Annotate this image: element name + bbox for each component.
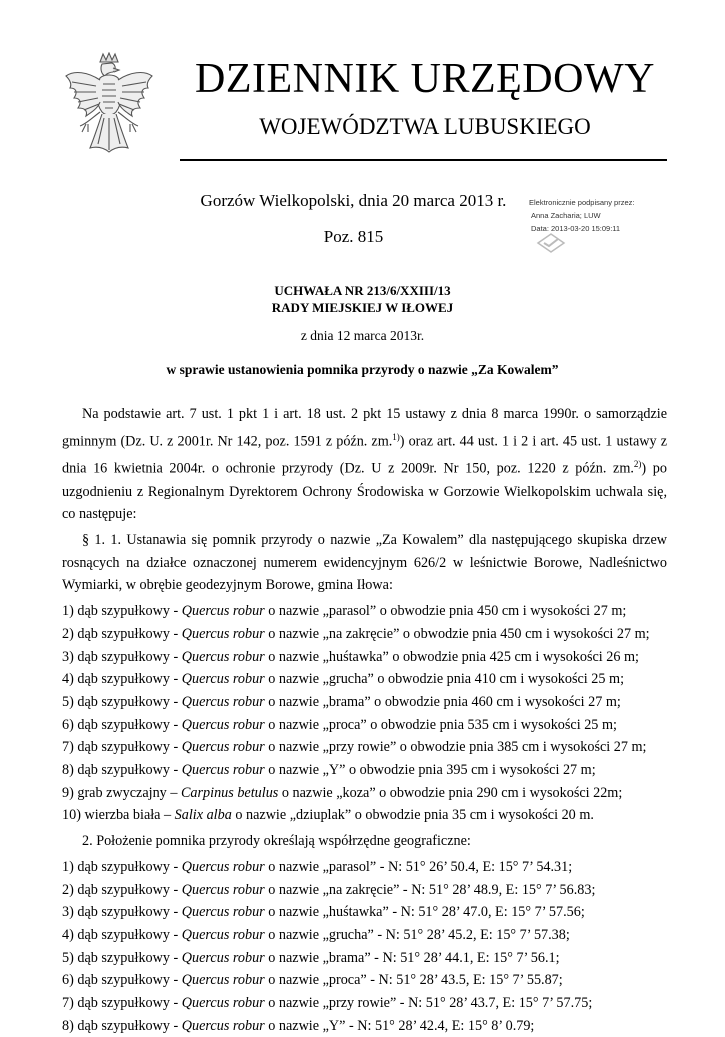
coordinate-item-latin-name: Quercus robur	[181, 926, 269, 943]
tree-item-latin-name: Quercus robur	[181, 739, 269, 756]
coordinate-item	[62, 1015, 667, 1037]
coordinate-item-latin-name: Quercus robur	[181, 904, 269, 921]
resolution-date: z dnia 12 marca 2013r.	[300, 328, 425, 343]
tree-item-details: o nazwie „koza” o obwodzie pnia 290 cm i wysokości 22m;	[281, 784, 623, 801]
coordinate-item-details: o nazwie „Y” - N: 51° 28’ 42.4, E: 15° 8’ 0.79;	[268, 1017, 535, 1034]
eagle-emblem-icon	[62, 52, 156, 170]
resolution-subject: w sprawie ustanowienia pomnika przyrody o nazwie „Za Kowalem”	[166, 362, 559, 377]
tree-list	[62, 600, 667, 827]
place-date: Gorzów Wielkopolski, dnia 20 marca 2013 r.	[200, 191, 507, 210]
coordinate-item-latin-name: Quercus robur	[181, 1017, 269, 1034]
coordinate-item-label: 4) dąb szypułkowy -	[62, 926, 182, 943]
tree-item-details: o nazwie „dziuplak” o obwodzie pnia 35 cm i wysokości 20 m.	[235, 807, 594, 824]
preamble-part-1: Na podstawie art. 7 ust. 1 pkt 1 i art. 18 ust. 2 pkt 15 ustawy z dnia 8 marca 1990r. o samorządzie gminnym (Dz. U. z 2001r. Nr 142, poz. 1591 z późn. zm.	[62, 406, 667, 450]
coordinate-item-latin-name: Quercus robur	[181, 881, 269, 898]
coordinate-item-latin-name: Quercus robur	[181, 995, 269, 1012]
tree-item	[62, 804, 667, 827]
tree-item-latin-name: Salix alba	[174, 807, 236, 824]
tree-item	[62, 623, 667, 646]
signature-check-icon	[536, 232, 566, 254]
coordinate-item	[62, 901, 667, 924]
coordinate-item-label: 5) dąb szypułkowy -	[62, 949, 182, 966]
footnote-ref-2: 2)	[633, 459, 642, 470]
coordinate-item-details: o nazwie „parasol” - N: 51° 26’ 50.4, E: 15° 7’ 54.31;	[268, 858, 573, 875]
electronic-signature	[529, 196, 709, 235]
resolution-title-line-1: UCHWAŁA NR 213/6/XXIII/13	[274, 283, 451, 298]
coordinate-item-details: o nazwie „na zakręcie” - N: 51° 28’ 48.9, E: 15° 7’ 56.83;	[268, 881, 596, 898]
tree-item-details: o nazwie „proca” o obwodzie pnia 535 cm i wysokości 25 m;	[268, 716, 617, 733]
coordinate-item	[62, 879, 667, 902]
tree-item-details: o nazwie „brama” o obwodzie pnia 460 cm i wysokości 27 m;	[268, 693, 621, 710]
coordinate-item-latin-name: Quercus robur	[181, 949, 269, 966]
coordinate-item	[62, 856, 667, 879]
coordinate-item-details: o nazwie „huśtawka” - N: 51° 28’ 47.0, E: 15° 7’ 57.56;	[268, 904, 585, 921]
signature-line-3: Data: 2013-03-20 15:09:11	[531, 224, 621, 233]
tree-item-details: o nazwie „Y” o obwodzie pnia 395 cm i wysokości 27 m;	[268, 762, 596, 779]
tree-item-label: 8) dąb szypułkowy -	[62, 762, 182, 779]
header-divider	[180, 159, 667, 161]
coordinate-item-label: 8) dąb szypułkowy -	[62, 1017, 182, 1034]
preamble	[62, 403, 667, 526]
preamble-part-3: ) po uzgodnieniu z Regionalnym Dyrektorem Ochrony Środowiska w Gorzowie Wielkopolskim uchwala się, co następuje:	[62, 460, 667, 523]
position-number: Poz. 815	[323, 227, 384, 246]
tree-item-label: 7) dąb szypułkowy -	[62, 739, 182, 756]
resolution-title	[0, 282, 725, 316]
coordinate-item-label: 1) dąb szypułkowy -	[62, 858, 182, 875]
coordinate-item-label: 2) dąb szypułkowy -	[62, 881, 182, 898]
tree-item-label: 10) wierzba biała –	[62, 807, 175, 824]
tree-item-details: o nazwie „przy rowie” o obwodzie pnia 385 cm i wysokości 27 m;	[268, 739, 647, 756]
coordinate-item-details: o nazwie „grucha” - N: 51° 28’ 45.2, E: 15° 7’ 57.38;	[268, 926, 570, 943]
tree-item-label: 5) dąb szypułkowy -	[62, 693, 182, 710]
coordinate-item-latin-name: Quercus robur	[181, 972, 269, 989]
tree-item-latin-name: Quercus robur	[181, 648, 269, 665]
tree-item-latin-name: Quercus robur	[181, 671, 269, 688]
tree-item	[62, 714, 667, 737]
tree-item-label: 6) dąb szypułkowy -	[62, 716, 182, 733]
footnote-ref-1: 1)	[392, 431, 400, 442]
journal-title: DZIENNIK URZĘDOWY	[195, 56, 655, 102]
tree-item	[62, 600, 667, 623]
coordinate-list	[62, 856, 667, 1037]
tree-item-latin-name: Quercus robur	[181, 762, 269, 779]
resolution-body	[62, 403, 667, 1037]
coordinate-item-details: o nazwie „proca” - N: 51° 28’ 43.5, E: 15° 7’ 55.87;	[268, 972, 563, 989]
tree-item-details: o nazwie „na zakręcie” o obwodzie pnia 450 cm i wysokości 27 m;	[268, 625, 650, 642]
tree-item-label: 4) dąb szypułkowy -	[62, 671, 182, 688]
coordinate-item-details: o nazwie „przy rowie” - N: 51° 28’ 43.7, E: 15° 7’ 57.75;	[268, 995, 593, 1012]
coordinate-item	[62, 924, 667, 947]
tree-item	[62, 736, 667, 759]
section-2: 2. Położenie pomnika przyrody określają współrzędne geograficzne:	[82, 833, 471, 850]
tree-item	[62, 782, 667, 805]
coordinate-item-details: o nazwie „brama” - N: 51° 28’ 44.1, E: 15° 7’ 56.1;	[268, 949, 560, 966]
tree-item	[62, 691, 667, 714]
coordinate-item	[62, 947, 667, 970]
coordinate-item-latin-name: Quercus robur	[181, 858, 269, 875]
tree-item-latin-name: Quercus robur	[181, 603, 269, 620]
tree-item-details: o nazwie „parasol” o obwodzie pnia 450 cm i wysokości 27 m;	[268, 603, 627, 620]
signature-line-1: Elektronicznie podpisany przez:	[529, 198, 635, 207]
journal-subtitle: WOJEWÓDZTWA LUBUSKIEGO	[259, 114, 591, 139]
tree-item-latin-name: Quercus robur	[181, 716, 269, 733]
signature-line-2: Anna Zacharia; LUW	[531, 211, 601, 220]
tree-item	[62, 646, 667, 669]
coordinate-item-label: 6) dąb szypułkowy -	[62, 972, 182, 989]
section-1: § 1. 1. Ustanawia się pomnik przyrody o nazwie „Za Kowalem” dla następującego skupiska drzew rosnących na działce oznaczonej numerem ewidencyjnym 626/2 w leśnictwie Borowe, Nadleśnictwo Wymiarki, w obrębie geodezyjnym Borowe, gmina Iłowa:	[62, 531, 667, 594]
tree-item-label: 3) dąb szypułkowy -	[62, 648, 182, 665]
coordinate-item-label: 3) dąb szypułkowy -	[62, 904, 182, 921]
resolution-title-line-2: RADY MIEJSKIEJ W IŁOWEJ	[271, 300, 454, 315]
coordinate-item-label: 7) dąb szypułkowy -	[62, 995, 182, 1012]
preamble-part-2: ) oraz art. 44 ust. 1 i 2 i art. 45 ust. 1 ustawy z dnia 16 kwietnia 2004r. o ochronie przyrody (Dz. U z 2009r. Nr 150, poz. 1220 z późn. zm.	[62, 433, 667, 477]
tree-item-label: 9) grab zwyczajny –	[62, 784, 181, 801]
tree-item-label: 2) dąb szypułkowy -	[62, 625, 182, 642]
coordinate-item	[62, 992, 667, 1015]
tree-item	[62, 759, 667, 782]
tree-item-details: o nazwie „huśtawka” o obwodzie pnia 425 cm i wysokości 26 m;	[268, 648, 639, 665]
tree-item-label: 1) dąb szypułkowy -	[62, 603, 182, 620]
coordinate-item	[62, 969, 667, 992]
tree-item-latin-name: Quercus robur	[181, 693, 269, 710]
tree-item-details: o nazwie „grucha” o obwodzie pnia 410 cm i wysokości 25 m;	[268, 671, 625, 688]
tree-item-latin-name: Quercus robur	[181, 625, 269, 642]
tree-item-latin-name: Carpinus betulus	[180, 784, 282, 801]
tree-item	[62, 668, 667, 691]
